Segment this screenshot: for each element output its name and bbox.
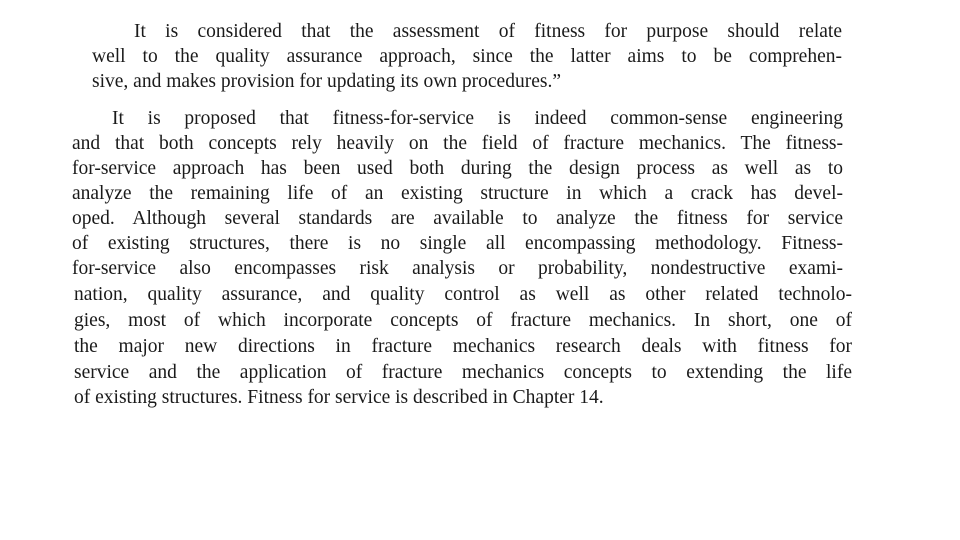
body-line: for-service approach has been used both during the design process as well as to bbox=[72, 158, 843, 179]
body-line: for-service also encompasses risk analysis or probability, nondestructive exami- bbox=[72, 258, 843, 279]
body-line: gies, most of which incorporate concepts of fracture mechanics. In short, one of bbox=[74, 310, 852, 331]
quote-line: well to the quality assurance approach, since the latter aims to be comprehen- bbox=[92, 46, 842, 67]
body-line: of existing structures, there is no single all encompassing methodology. Fitness- bbox=[72, 233, 843, 254]
body-line: service and the application of fracture mechanics concepts to extending the life bbox=[74, 362, 852, 383]
body-line: analyze the remaining life of an existing structure in which a crack has devel- bbox=[72, 183, 843, 204]
body-line: and that both concepts rely heavily on the field of fracture mechanics. The fitness- bbox=[72, 133, 843, 154]
body-line: It is proposed that fitness-for-service is indeed common-sense engineering bbox=[112, 108, 843, 129]
body-line: oped. Although several standards are available to analyze the fitness for service bbox=[72, 208, 843, 229]
body-line: nation, quality assurance, and quality control as well as other related technolo- bbox=[74, 284, 852, 305]
quote-line: It is considered that the assessment of fitness for purpose should relate bbox=[134, 21, 842, 42]
quote-line: sive, and makes provision for updating its own procedures.” bbox=[92, 71, 561, 92]
body-line: the major new directions in fracture mechanics research deals with fitness for bbox=[74, 336, 852, 357]
body-line: of existing structures. Fitness for service is described in Chapter 14. bbox=[74, 387, 604, 408]
